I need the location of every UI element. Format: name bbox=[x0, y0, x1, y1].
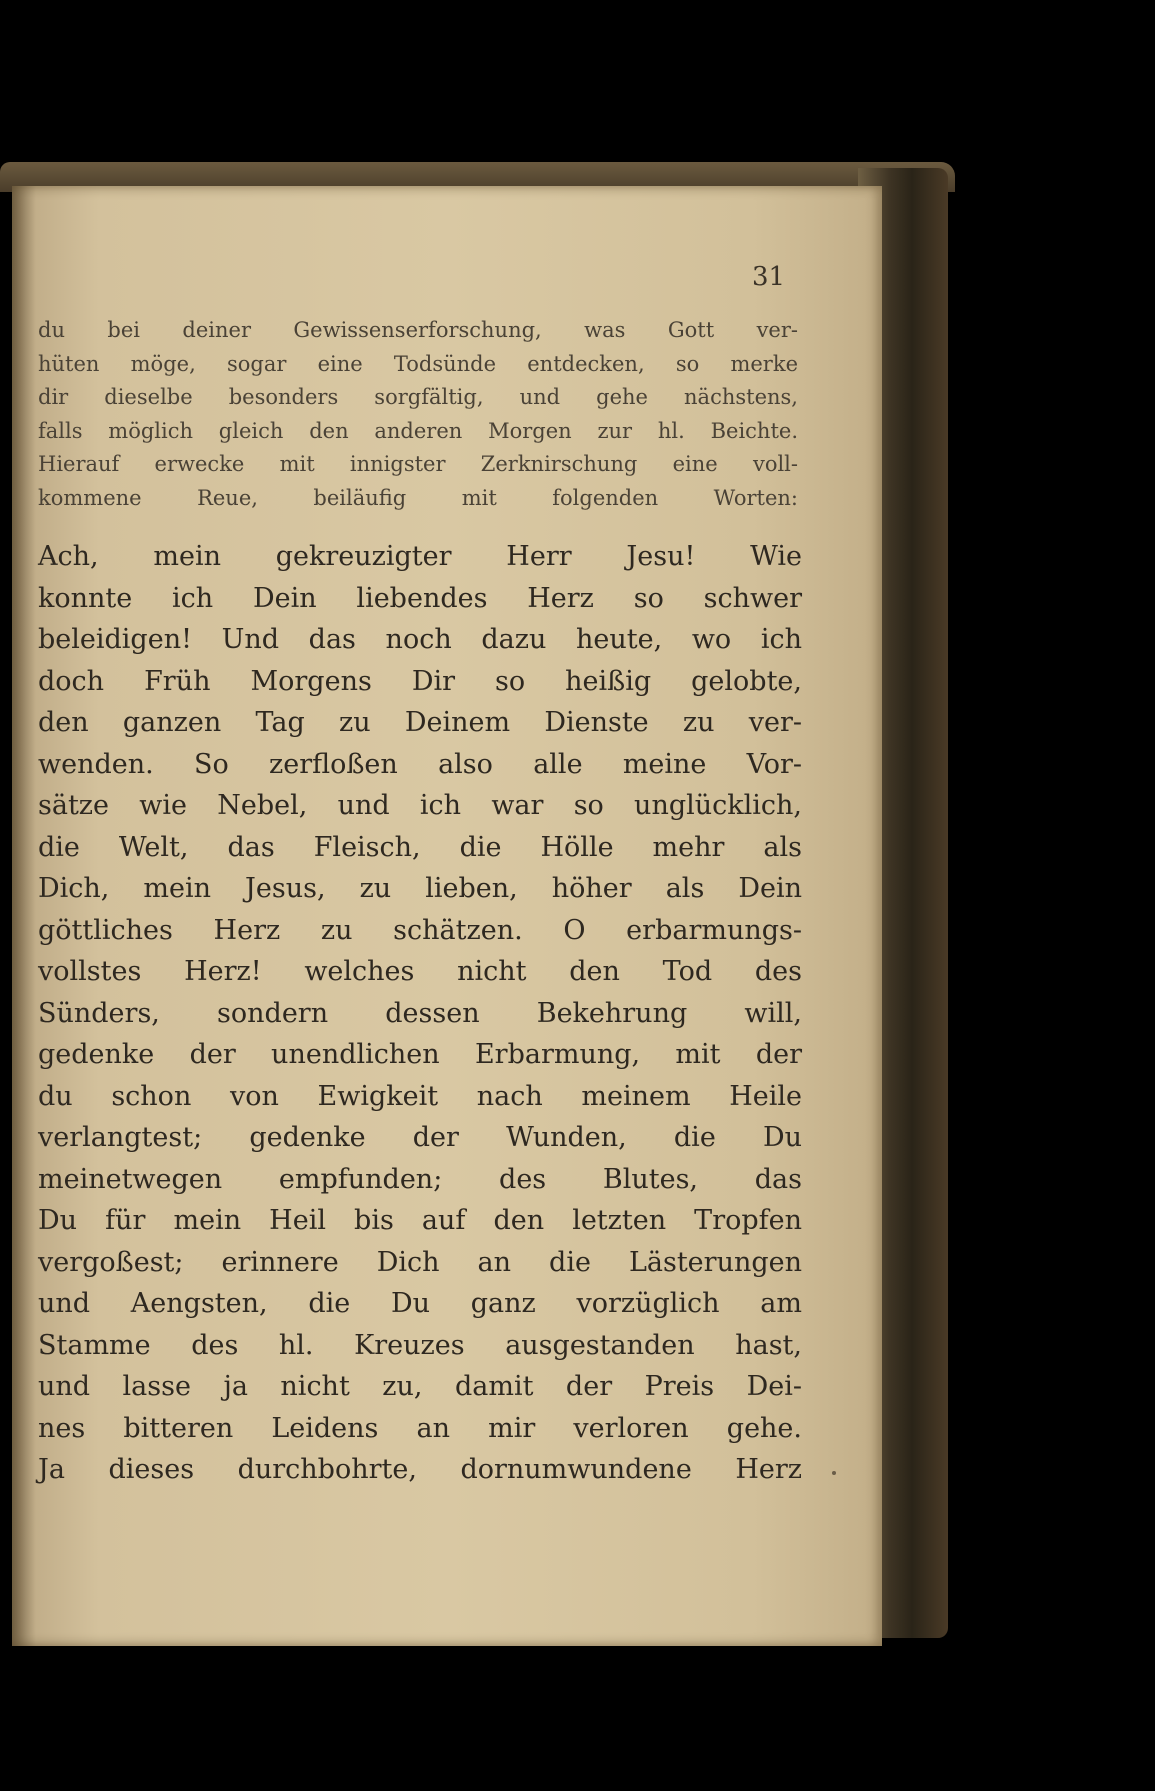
text-line: Du für mein Heil bis auf den letzten Tropfen bbox=[38, 1205, 802, 1236]
text-line: Stamme des hl. Kreuzes ausgestanden hast, bbox=[38, 1329, 802, 1361]
text-line: sätze wie Nebel, und ich war so unglücklich, bbox=[38, 790, 802, 821]
text-line: vergoßest; erinnere Dich an die Lästerungen bbox=[38, 1246, 802, 1278]
gutter-shadow bbox=[12, 186, 36, 1646]
intro-paragraph bbox=[38, 314, 798, 515]
text-line: dir dieselbe besonders sorgfältig, und gehe nächstens, bbox=[38, 385, 798, 409]
text-line: und Aengsten, die Du ganz vorzüglich am bbox=[38, 1288, 802, 1319]
text-line: falls möglich gleich den anderen Morgen zur hl. Beichte. bbox=[38, 418, 798, 443]
text-line: Ach, mein gekreuzigter Herr Jesu! Wie bbox=[38, 541, 802, 572]
text-line: doch Früh Morgens Dir so heißig gelobte, bbox=[38, 665, 802, 697]
text-line: meinetwegen empfunden; des Blutes, das bbox=[38, 1163, 802, 1195]
text-line: kommene Reue, beiläufig mit folgenden Worten: bbox=[38, 485, 798, 510]
text-line: nes bitteren Leidens an mir verloren gehe. bbox=[38, 1412, 802, 1444]
text-line: verlangtest; gedenke der Wunden, die Du bbox=[38, 1122, 802, 1153]
text-line: du schon von Ewigkeit nach meinem Heile bbox=[38, 1080, 802, 1112]
prayer-paragraph bbox=[38, 536, 802, 1491]
text-line: Hierauf erwecke mit innigster Zerknirschung eine voll- bbox=[38, 452, 798, 476]
text-line: göttliches Herz zu schätzen. O erbarmungs- bbox=[38, 914, 802, 946]
text-line: vollstes Herz! welches nicht den Tod des bbox=[38, 956, 802, 987]
page-number: 31 bbox=[752, 262, 786, 292]
text-line: und lasse ja nicht zu, damit der Preis Dei- bbox=[38, 1371, 802, 1402]
text-line: Ja dieses durchbohrte, dornumwundene Herz bbox=[38, 1454, 802, 1485]
text-line: gedenke der unendlichen Erbarmung, mit der bbox=[38, 1039, 802, 1070]
text-line: die Welt, das Fleisch, die Hölle mehr als bbox=[38, 831, 802, 863]
text-line: Sünders, sondern dessen Bekehrung will, bbox=[38, 997, 802, 1029]
book-page bbox=[12, 186, 882, 1646]
text-line: hüten möge, sogar eine Todsünde entdecken, so merke bbox=[38, 351, 798, 376]
text-line: beleidigen! Und das noch dazu heute, wo ich bbox=[38, 624, 802, 655]
text-line: Dich, mein Jesus, zu lieben, höher als Dein bbox=[38, 873, 802, 904]
text-line: konnte ich Dein liebendes Herz so schwer bbox=[38, 582, 802, 614]
text-line: den ganzen Tag zu Deinem Dienste zu ver- bbox=[38, 707, 802, 738]
text-line: du bei deiner Gewissenserforschung, was Gott ver- bbox=[38, 318, 798, 342]
text-line: wenden. So zerfloßen also alle meine Vor- bbox=[38, 748, 802, 780]
paper-speck bbox=[832, 1471, 836, 1475]
